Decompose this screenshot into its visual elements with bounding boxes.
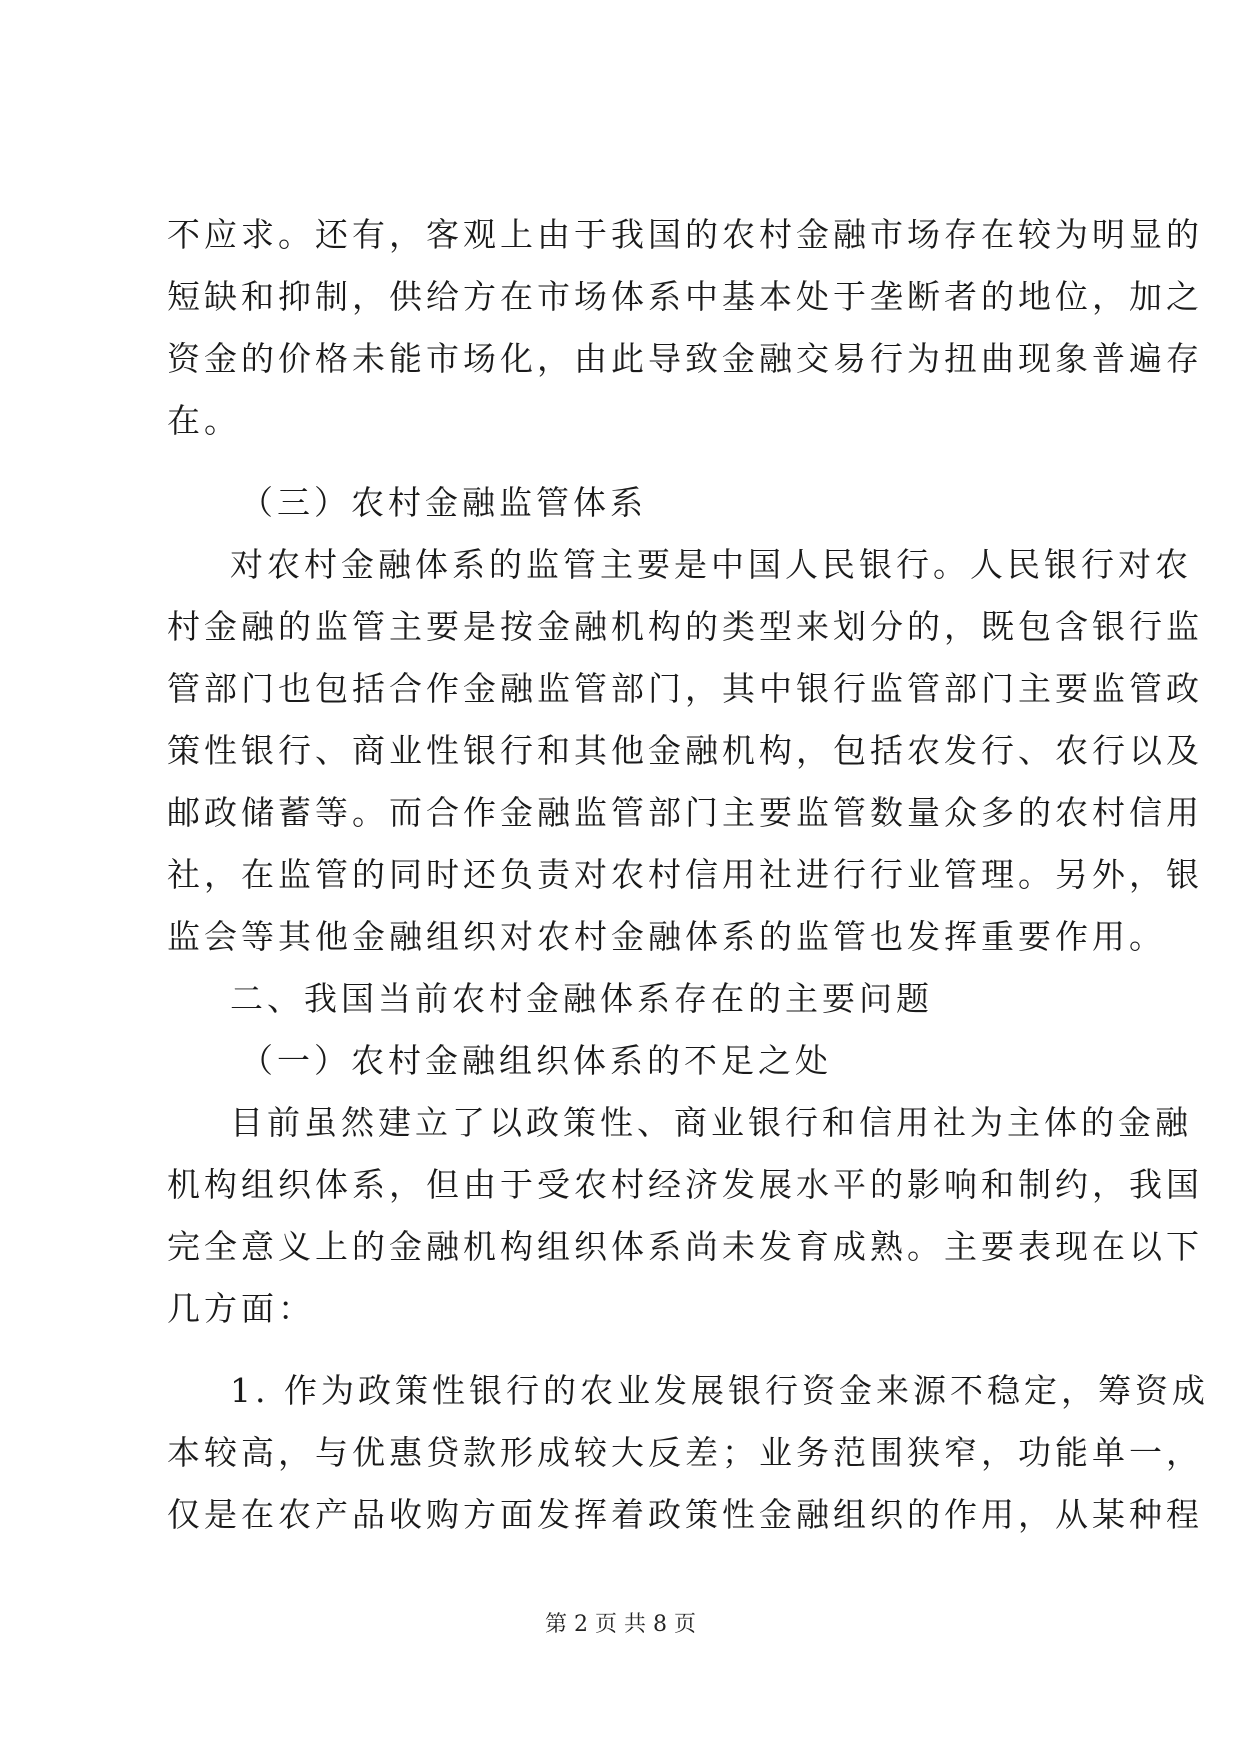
paragraph-line: 目前虽然建立了以政策性、商业银行和信用社为主体的金融 [230,1103,1192,1142]
paragraph-line: 对农村金融体系的监管主要是中国人民银行。人民银行对农 [230,545,1192,584]
paragraph-line: 几方面： [167,1289,315,1328]
section-heading: 二、我国当前农村金融体系存在的主要问题 [230,979,933,1018]
paragraph-line: 策性银行、商业性银行和其他金融机构，包括农发行、农行以及 [167,731,1203,770]
section-heading: （一）农村金融组织体系的不足之处 [240,1041,832,1080]
paragraph-line: 不应求。还有，客观上由于我国的农村金融市场存在较为明显的 [167,215,1203,254]
paragraph-line: 社，在监管的同时还负责对农村信用社进行行业管理。另外，银 [167,855,1203,894]
paragraph-line: 本较高，与优惠贷款形成较大反差；业务范围狭窄，功能单一， [167,1433,1203,1472]
paragraph-line: 管部门也包括合作金融监管部门，其中银行监管部门主要监管政 [167,669,1203,708]
page-footer: 第 2 页 共 8 页 [545,1612,696,1637]
paragraph-line: 村金融的监管主要是按金融机构的类型来划分的，既包含银行监 [167,607,1203,646]
paragraph-line: 资金的价格未能市场化，由此导致金融交易行为扭曲现象普遍存 [167,339,1203,378]
paragraph-line: 邮政储蓄等。而合作金融监管部门主要监管数量众多的农村信用 [167,793,1203,832]
section-heading: （三）农村金融监管体系 [240,483,647,522]
paragraph-line: 1. 作为政策性银行的农业发展银行资金来源不稳定，筹资成 [230,1371,1209,1410]
paragraph-line: 监会等其他金融组织对农村金融体系的监管也发挥重要作用。 [167,917,1166,956]
paragraph-line: 仅是在农产品收购方面发挥着政策性金融组织的作用，从某种程 [167,1495,1203,1534]
paragraph-line: 短缺和抑制，供给方在市场体系中基本处于垄断者的地位，加之 [167,277,1203,316]
paragraph-line: 机构组织体系，但由于受农村经济发展水平的影响和制约，我国 [167,1165,1203,1204]
paragraph-line: 在。 [167,401,241,440]
paragraph-line: 完全意义上的金融机构组织体系尚未发育成熟。主要表现在以下 [167,1227,1203,1266]
